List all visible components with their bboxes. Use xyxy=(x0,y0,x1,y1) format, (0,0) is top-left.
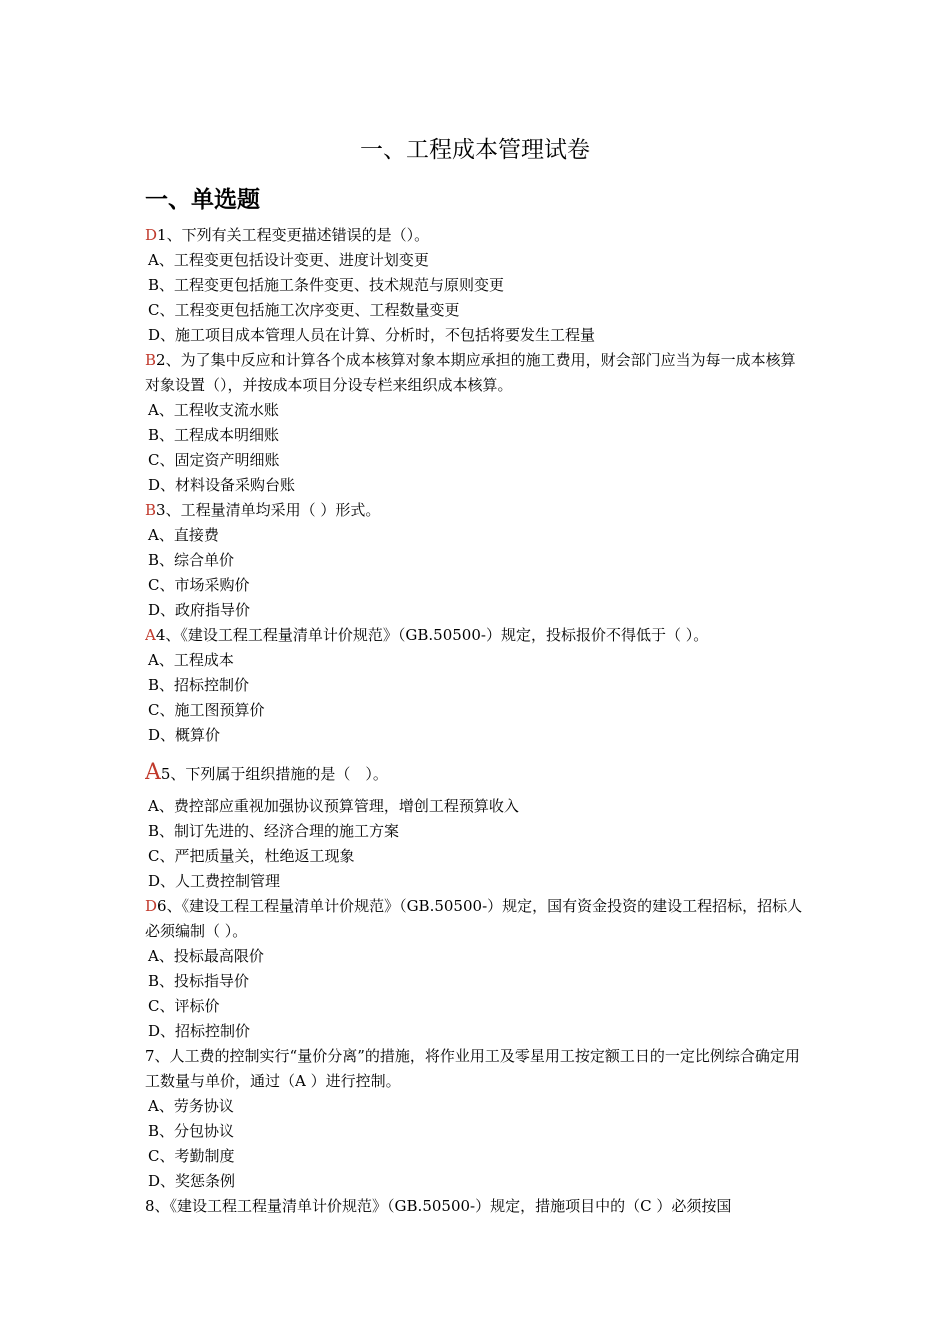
option-a: A、投标最高限价 xyxy=(148,947,264,965)
option-a: A、直接费 xyxy=(148,526,219,544)
document-title: 一、工程成本管理试卷 xyxy=(360,137,590,163)
option-b: B、投标指导价 xyxy=(148,972,250,990)
option-d: D、招标控制价 xyxy=(148,1022,251,1040)
answer-mark: B xyxy=(145,501,157,519)
option-d: D、奖惩条例 xyxy=(148,1172,236,1190)
option-c: C、考勤制度 xyxy=(148,1147,235,1165)
option-b: B、制订先进的、经济合理的施工方案 xyxy=(148,822,400,840)
option-a: A、工程成本 xyxy=(148,651,234,669)
answer-mark: A xyxy=(145,760,161,785)
question-3 xyxy=(145,498,810,623)
question-4 xyxy=(145,623,810,748)
option-d: D、概算价 xyxy=(148,726,221,744)
question-7 xyxy=(145,1044,810,1194)
option-a: A、劳务协议 xyxy=(148,1097,234,1115)
question-stem: D1、下列有关工程变更描述错误的是（）。 xyxy=(145,226,430,244)
option-d: D、人工费控制管理 xyxy=(148,872,281,890)
question-stem: B2、为了集中反应和计算各个成本核算对象本期应承担的施工费用，财会部门应当为每一成本核算对象设置（），并按成本项目分设专栏来组织成本核算。 xyxy=(145,351,796,394)
question-1 xyxy=(145,223,810,348)
option-c: C、工程变更包括施工次序变更、工程数量变更 xyxy=(148,301,460,319)
option-d: D、材料设备采购台账 xyxy=(148,476,296,494)
question-stem: A5、下列属于组织措施的是（ ）。 xyxy=(145,760,388,785)
question-2 xyxy=(145,348,810,498)
question-8 xyxy=(145,1194,810,1219)
question-stem: B3、工程量清单均采用（ ）形式。 xyxy=(145,501,381,519)
question-6 xyxy=(145,894,810,1044)
option-a: A、工程变更包括设计变更、进度计划变更 xyxy=(148,251,429,269)
option-c: C、严把质量关，杜绝返工现象 xyxy=(148,847,355,865)
option-c: C、固定资产明细账 xyxy=(148,451,280,469)
answer-mark: A xyxy=(145,626,156,644)
question-list xyxy=(145,223,810,1219)
option-a: A、费控部应重视加强协议预算管理，增创工程预算收入 xyxy=(148,797,519,815)
option-a: A、工程收支流水账 xyxy=(148,401,279,419)
option-d: D、政府指导价 xyxy=(148,601,251,619)
option-b: B、工程成本明细账 xyxy=(148,426,280,444)
question-stem: A4、《建设工程工程量清单计价规范》（GB.50500-）规定，投标报价不得低于（ ）。 xyxy=(145,626,709,644)
question-stem: D6、《建设工程工程量清单计价规范》（GB.50500-）规定，国有资金投资的建设工程招标，招标人必须编制（ ）。 xyxy=(145,897,803,940)
answer-mark: D xyxy=(145,226,158,244)
answer-mark: D xyxy=(145,897,158,915)
option-d: D、施工项目成本管理人员在计算、分析时，不包括将要发生工程量 xyxy=(148,326,596,344)
option-c: C、评标价 xyxy=(148,997,220,1015)
option-b: B、分包协议 xyxy=(148,1122,235,1140)
answer-mark: B xyxy=(145,351,157,369)
question-stem: 7、人工费的控制实行“量价分离”的措施，将作业用工及零星用工按定额工日的一定比例综合确定用工数量与单价，通过（A ）进行控制。 xyxy=(145,1047,800,1090)
option-b: B、招标控制价 xyxy=(148,676,250,694)
option-c: C、市场采购价 xyxy=(148,576,250,594)
question-5 xyxy=(145,756,810,894)
section-heading: 一、单选题 xyxy=(145,187,260,213)
question-stem: 8、《建设工程工程量清单计价规范》（GB.50500-）规定，措施项目中的（C ）必须按国 xyxy=(145,1197,732,1215)
option-b: B、工程变更包括施工条件变更、技术规范与原则变更 xyxy=(148,276,505,294)
option-c: C、施工图预算价 xyxy=(148,701,265,719)
option-b: B、综合单价 xyxy=(148,551,235,569)
